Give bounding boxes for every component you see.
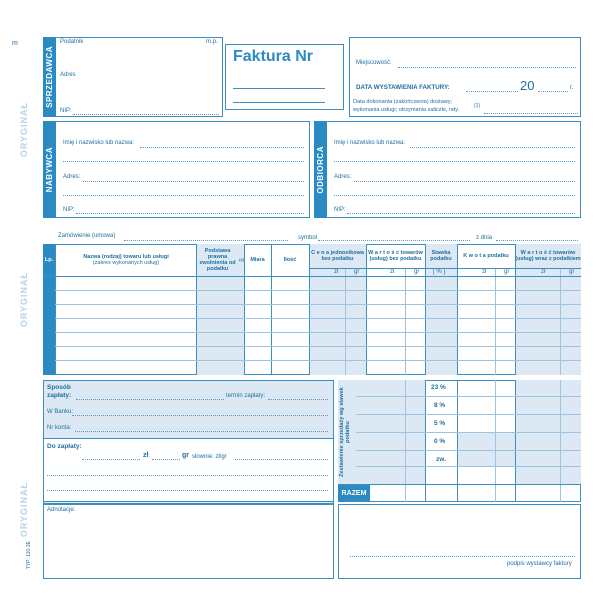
- issue-date-line[interactable]: [466, 91, 518, 92]
- place-label: Miejscowość:: [356, 60, 392, 66]
- gr-divider: [405, 268, 406, 375]
- amount-due-label: Do zapłaty:: [47, 443, 82, 450]
- recipient-name-label: Imię i nazwisko lub nazwa:: [334, 140, 406, 146]
- amount-due-zl-line[interactable]: [82, 459, 140, 460]
- rate-5: 5 %: [434, 420, 446, 427]
- tax-gr: gr: [504, 269, 510, 275]
- seller-mp-label: m.p.: [206, 39, 218, 45]
- invoice-number-line[interactable]: [233, 88, 325, 89]
- rate-8: 8 %: [434, 402, 446, 409]
- buyer-name-line[interactable]: [140, 147, 304, 148]
- buyer-nip-label: NIP:: [63, 207, 75, 213]
- seller-nip-label: NIP:: [60, 108, 72, 114]
- year-line[interactable]: [538, 91, 568, 92]
- rate-header: Stawka podatku: [430, 249, 452, 262]
- name-header: Nazwa (rodzaj) towaru lub usługi (zakres wykonanych usług): [83, 253, 169, 266]
- buyer-address-line-2[interactable]: [63, 195, 304, 196]
- recipient-nip-line[interactable]: [347, 213, 575, 214]
- payment-method-line[interactable]: [76, 399, 224, 400]
- order-line[interactable]: [124, 240, 288, 241]
- signature-label: podpis wystawcy faktury: [507, 561, 572, 567]
- order-date-label: z dnia: [476, 235, 493, 241]
- invoice-title: Faktura Nr: [233, 48, 314, 65]
- summary-bar: Zestawienie sprzedaży wg stawek podatku: [339, 387, 352, 477]
- buyer-name-label: Imię i nazwisko lub nazwa:: [63, 140, 135, 146]
- recipient-box: [314, 121, 581, 218]
- original-stamp: ORYGINAŁ: [19, 272, 29, 328]
- delivery-date-line[interactable]: [484, 113, 578, 114]
- gross-gr: gr: [569, 269, 575, 275]
- price-header: C e n a jednostkowa bez podatku: [311, 249, 364, 262]
- unit-header: Miara: [250, 256, 265, 263]
- col-divider: [425, 244, 426, 375]
- notes-label: Adnotacje:: [47, 507, 76, 513]
- col-divider: [457, 244, 458, 375]
- place-line[interactable]: [398, 67, 576, 68]
- gr-divider: [560, 268, 561, 375]
- seller-address-label: Adres: [60, 72, 76, 78]
- gr-divider: [345, 268, 346, 375]
- tax-header: K w o t a podatku: [463, 252, 509, 259]
- basis-header: Podstawa prawna zwolnienia od podatku (2): [199, 247, 244, 273]
- amount-due-gr-line[interactable]: [152, 459, 180, 460]
- row-rule: [55, 290, 581, 291]
- issue-info-box: [349, 37, 581, 117]
- col-divider: [366, 244, 367, 375]
- buyer-address-label: Adres:: [63, 174, 81, 180]
- order-symbol-label: symbol: [298, 235, 318, 241]
- gr-divider: [495, 268, 496, 375]
- seller-bar: SPRZEDAWCA: [43, 37, 56, 117]
- col-divider: [55, 244, 56, 375]
- row-rule: [55, 360, 581, 361]
- original-stamp: ORYGINAŁ: [19, 482, 29, 538]
- invoice-number-line-2[interactable]: [233, 102, 325, 103]
- amount-words-label: słownie: zł/gr: [192, 454, 227, 460]
- total-label-cell: RAZEM: [338, 485, 370, 501]
- account-line[interactable]: [75, 431, 328, 432]
- seller-taxpayer-label: Podatnik: [60, 39, 84, 45]
- recipient-address-line[interactable]: [354, 181, 575, 182]
- gross-header: W a r t o ś ć towarów (usług) wraz z podatkiem: [515, 249, 581, 262]
- value-zl: zł: [390, 269, 395, 275]
- delivery-footnote: (1): [474, 103, 481, 109]
- summary-zero-shade: [457, 432, 515, 466]
- rate-0: 0 %: [434, 438, 446, 445]
- amount-words-line[interactable]: [235, 459, 328, 460]
- payment-method-label: Sposób zapłaty:: [47, 384, 72, 399]
- signature-box: [338, 504, 581, 579]
- buyer-box: [43, 121, 310, 218]
- rate-zw: zw.: [436, 456, 446, 463]
- buyer-bar: NABYWCA: [43, 121, 56, 218]
- buyer-name-line-2[interactable]: [63, 161, 304, 162]
- amount-due-zl: zł: [143, 452, 149, 459]
- recipient-address-line-2[interactable]: [334, 195, 575, 196]
- bank-line[interactable]: [72, 415, 328, 416]
- header-rule: [309, 268, 581, 269]
- value-header: W a r t o ś ć towarów (usług) bez podatku: [368, 249, 423, 262]
- summary-row-rule: [356, 396, 581, 397]
- summary-row-rule: [338, 484, 581, 485]
- seller-nip-line[interactable]: [73, 114, 219, 115]
- value-gr: gr: [414, 269, 420, 275]
- summary-row-rule: [356, 414, 581, 415]
- row-rule: [55, 346, 581, 347]
- recipient-name-line-2[interactable]: [334, 161, 575, 162]
- gross-zl: zł: [541, 269, 546, 275]
- account-label: Nr konta:: [47, 425, 72, 431]
- header-rule: [43, 276, 581, 277]
- amount-words-line-2[interactable]: [47, 475, 328, 476]
- rate-pct: [ % ]: [433, 269, 446, 275]
- row-rule: [55, 304, 581, 305]
- notes-box: [43, 504, 334, 579]
- year-prefix: 20: [520, 78, 535, 93]
- buyer-address-line[interactable]: [83, 181, 304, 182]
- amount-due-gr: gr: [182, 452, 189, 459]
- order-date-line[interactable]: [496, 240, 578, 241]
- amount-words-line-3[interactable]: [47, 490, 328, 491]
- order-symbol-line[interactable]: [318, 240, 470, 241]
- row-rule: [55, 332, 581, 333]
- original-stamp: ORYGINAŁ: [19, 102, 29, 158]
- price-gr: gr: [354, 269, 360, 275]
- year-suffix: r.: [570, 85, 574, 91]
- form-code: TYP: 110-3E: [26, 540, 32, 570]
- price-zl: zł: [334, 269, 339, 275]
- col-divider: [196, 244, 197, 375]
- signature-line[interactable]: [350, 556, 575, 557]
- col-divider: [244, 244, 245, 375]
- buyer-nip-line[interactable]: [76, 213, 304, 214]
- rate-23: 23 %: [431, 384, 446, 391]
- tax-zl: zł: [482, 269, 487, 275]
- recipient-bar: ODBIORCA: [314, 121, 327, 218]
- corner-mark: m: [12, 40, 18, 47]
- delivery-date-label: Data dokonania (zakończenia) dostawy;: [353, 99, 453, 105]
- qty-header: Ilość: [283, 256, 297, 263]
- delivery-date-label-2: wykonania usługi; otrzymania zaliczki, raty.: [353, 107, 460, 113]
- recipient-address-label: Adres:: [334, 174, 352, 180]
- issue-date-label: DATA WYSTAWIENIA FAKTURY:: [356, 84, 450, 91]
- left-margin-strip: [14, 40, 34, 600]
- summary-row-rule: [356, 466, 581, 467]
- payment-term-label: termin zapłaty:: [226, 393, 266, 399]
- payment-term-line[interactable]: [268, 399, 328, 400]
- summary-row-rule: [356, 450, 581, 451]
- lp-header: Lp.: [44, 256, 54, 263]
- summary-row-rule: [356, 432, 581, 433]
- recipient-name-line[interactable]: [410, 147, 575, 148]
- recipient-nip-label: NIP:: [334, 207, 346, 213]
- col-divider: [309, 244, 310, 375]
- order-label: Zamówienie (umowa): [58, 233, 116, 239]
- col-divider: [271, 244, 272, 375]
- row-rule: [55, 318, 581, 319]
- bank-label: W Banku:: [47, 409, 74, 415]
- col-divider: [515, 244, 516, 375]
